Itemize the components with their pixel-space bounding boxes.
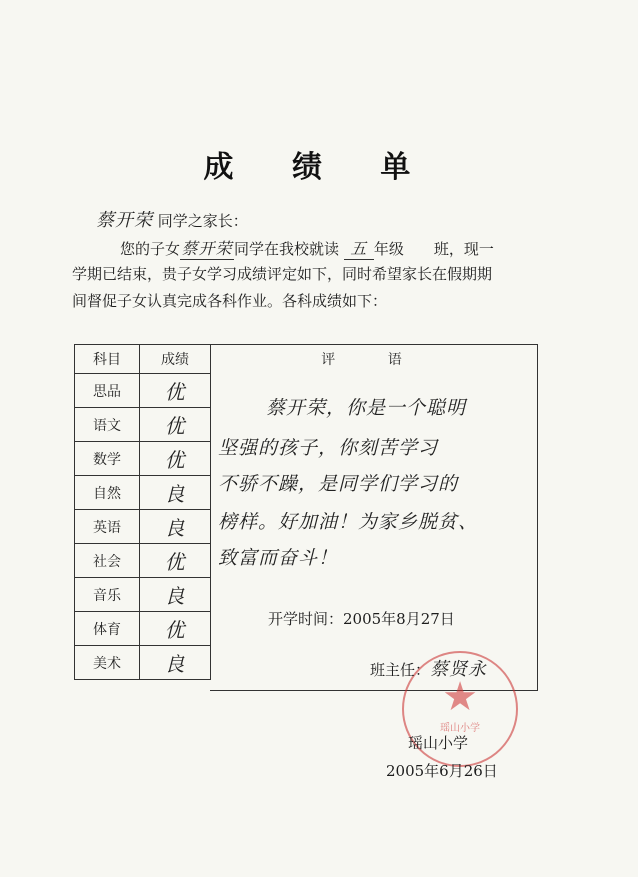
subject-cell: 数学 — [75, 442, 140, 476]
subject-cell: 思品 — [75, 374, 140, 408]
comment-line: 坚强的孩子，你刻苦学习 — [218, 437, 439, 459]
comment-line: 致富而奋斗！ — [218, 547, 339, 569]
intro-line-3: 间督促子女认真完成各科作业。各科成绩如下： — [72, 292, 388, 310]
table-row — [75, 646, 211, 680]
teacher-line — [370, 655, 487, 681]
school-name: 瑶山小学 — [408, 734, 469, 752]
subject-cell: 音乐 — [75, 578, 140, 612]
grade-cell: 优 — [140, 544, 211, 578]
table-row — [75, 510, 211, 544]
intro-prefix: 您的子女 — [120, 240, 181, 258]
salutation-line — [96, 206, 248, 232]
header-comment: 评 语 — [321, 352, 426, 368]
subject-cell: 英语 — [75, 510, 140, 544]
grade-cell: 良 — [140, 510, 211, 544]
grade-cell: 良 — [140, 476, 211, 510]
grade-cell: 优 — [140, 374, 211, 408]
subject-cell: 美术 — [75, 646, 140, 680]
header-subject: 科目 — [75, 345, 140, 374]
teacher-label: 班主任： — [370, 661, 431, 679]
grades-table — [74, 344, 211, 680]
table-row — [75, 544, 211, 578]
grade-cell: 良 — [140, 578, 211, 612]
table-row — [75, 442, 211, 476]
grades-header-row — [75, 345, 211, 374]
table-row — [75, 476, 211, 510]
table-row — [75, 374, 211, 408]
seal-text: 瑶山小学 — [440, 723, 480, 734]
comment-line: 榜样。好加油！为家乡脱贫、 — [218, 511, 479, 533]
document-date: 2005年6月26日 — [386, 762, 498, 780]
intro-suffix: 年级 班，现一 — [373, 240, 494, 258]
intro-grade: 五 — [344, 236, 374, 260]
table-row — [75, 612, 211, 646]
page-title: 成 绩 单 — [203, 150, 435, 185]
grade-cell: 良 — [140, 646, 211, 680]
intro-student-name: 蔡开荣 — [180, 236, 234, 260]
subject-cell: 语文 — [75, 408, 140, 442]
star-icon: ★ — [442, 674, 478, 720]
subject-cell: 体育 — [75, 612, 140, 646]
grade-cell: 优 — [140, 442, 211, 476]
intro-line-1 — [120, 236, 494, 260]
intro-line-2: 学期已结束，贵子女学习成绩评定如下，同时希望家长在假期期 — [72, 265, 493, 283]
subject-cell: 社会 — [75, 544, 140, 578]
intro-mid: 同学在我校就读 — [234, 240, 340, 258]
school-start-date: 开学时间：2005年8月27日 — [268, 610, 455, 628]
grade-cell: 优 — [140, 408, 211, 442]
salutation-text: 同学之家长： — [157, 212, 248, 230]
comment-box — [210, 344, 538, 691]
grade-cell: 优 — [140, 612, 211, 646]
salutation-student-name: 蔡开荣 — [96, 210, 153, 231]
teacher-signature: 蔡贤永 — [430, 659, 488, 680]
table-row — [75, 408, 211, 442]
comment-line: 蔡开荣，你是一个聪明 — [266, 397, 467, 419]
comment-line: 不骄不躁，是同学们学习的 — [218, 473, 459, 495]
subject-cell: 自然 — [75, 476, 140, 510]
table-row — [75, 578, 211, 612]
header-grade: 成绩 — [140, 345, 211, 374]
